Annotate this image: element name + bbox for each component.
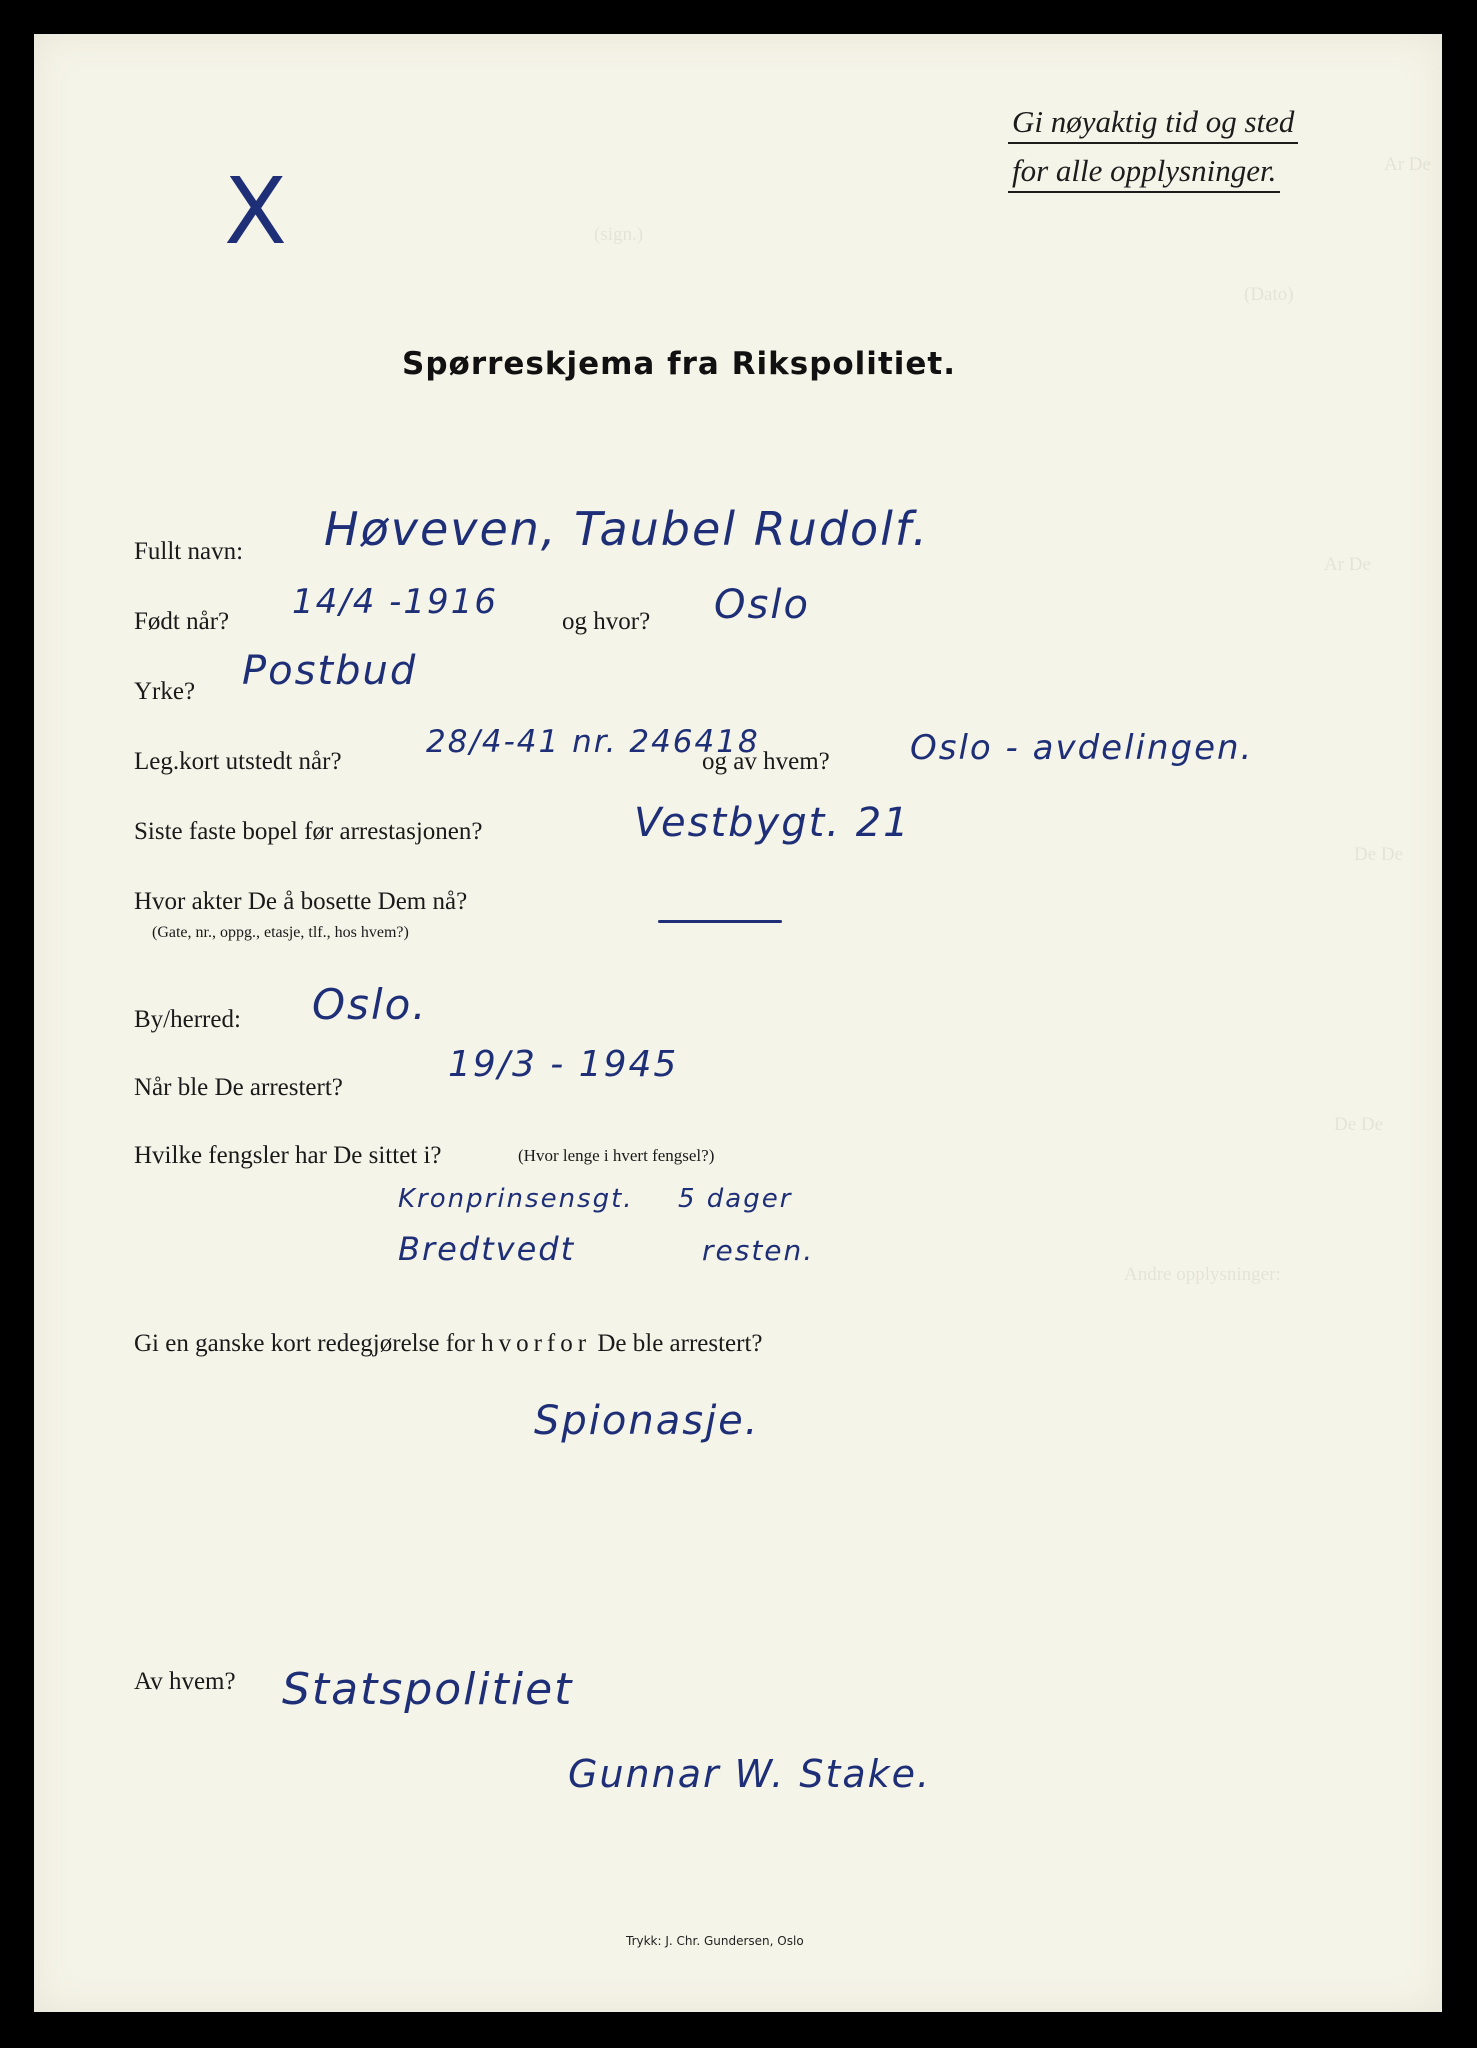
new-residence-sublabel: (Gate, nr., oppg., etasje, tlf., hos hvem?) xyxy=(152,924,409,941)
full-name-label: Fullt navn: xyxy=(134,538,244,565)
birth-date-value: 14/4 -1916 xyxy=(292,582,498,622)
arrest-date-value: 19/3 - 1945 xyxy=(448,1044,679,1085)
birth-date-label: Født når? xyxy=(134,608,230,635)
last-address-value: Vestbygt. 21 xyxy=(634,800,911,846)
full-name-value: Høveven, Taubel Rudolf. xyxy=(324,502,929,556)
arrested-by-value: Statspolitiet xyxy=(282,1664,574,1715)
id-card-issuer-value: Oslo - avdelingen. xyxy=(910,728,1254,768)
id-card-issued-value: 28/4-41 nr. 246418 xyxy=(426,724,760,760)
occupation-value: Postbud xyxy=(242,648,418,694)
prison-duration: resten. xyxy=(702,1234,815,1267)
form-title: Spørreskjema fra Rikspolitiet. xyxy=(402,346,957,382)
new-residence-blank-dash xyxy=(658,920,782,923)
prisons-label: Hvilke fengsler har De sittet i? xyxy=(134,1142,442,1169)
birth-place-label: og hvor? xyxy=(562,608,651,635)
prisons-sublabel: (Hvor lenge i hvert fengsel?) xyxy=(518,1146,715,1165)
arrest-reason-label-start: Gi en ganske kort redegjørelse for xyxy=(134,1330,475,1357)
prison-place: Kronprinsensgt. xyxy=(398,1184,634,1214)
municipality-label: By/herred: xyxy=(134,1006,241,1033)
id-card-issuer-label: og av hvem? xyxy=(702,748,830,775)
last-address-label: Siste faste bopel før arrestasjonen? xyxy=(134,818,483,845)
arrest-date-label: Når ble De arrestert? xyxy=(134,1074,343,1101)
arrest-reason-value: Spionasje. xyxy=(534,1398,760,1444)
occupation-label: Yrke? xyxy=(134,678,196,705)
instruction-line-2: for alle opplysninger. xyxy=(1012,153,1276,189)
arrest-reason-label-spaced: hvorfor xyxy=(481,1330,592,1357)
instruction-line-1: Gi nøyaktig tid og sted xyxy=(1012,104,1294,140)
handwritten-corner-mark: X xyxy=(224,158,290,265)
arrest-reason-label-end: De ble arrestert? xyxy=(597,1330,763,1357)
municipality-value: Oslo. xyxy=(312,980,428,1029)
prison-place: Bredtvedt xyxy=(398,1230,576,1268)
new-residence-label: Hvor akter De å bosette Dem nå? xyxy=(134,888,468,915)
arrest-reason-label xyxy=(134,1330,763,1358)
printer-imprint: Trykk: J. Chr. Gundersen, Oslo xyxy=(626,1934,804,1948)
form-sheet: Ar De (sign.) (Dato) Ar De De De De De Andre opplysninger: Gi nøyaktig tid og sted for alle opplysninger. X Spørreskjema fra Rikspolitiet. Fullt navn: Høveven, Taubel Rudolf. Født når? 14/4 -1916 og hvor? Oslo Yrke? Postbud Leg.kort utstedt når? 28/4-41 nr. 246418 og av hvem? Oslo - avdelingen. Siste faste bopel før arrestasjonen? Vestbygt. 21 Hvor akter De å bosette Dem nå? (Gate, nr., oppg., etasje, tlf., hos hvem?) By/herred: Oslo. Når ble De arrestert? 19/3 - 1945 Hvilke fengsler har De sittet i? (Hvor lenge i hvert fengsel?) Kronprinsensgt. 5 dager Bredtvedt resten. Gi en ganske kort redegjørelse for hvorfor De ble arrestert? Spionasje. Av hvem? Statspolitiet Gunnar W. Stake. Trykk: J. Chr. Gundersen, Oslo xyxy=(34,34,1442,2012)
signature: Gunnar W. Stake. xyxy=(568,1752,932,1796)
id-card-issued-label: Leg.kort utstedt når? xyxy=(134,748,342,775)
prison-duration: 5 dager xyxy=(678,1184,793,1214)
birth-place-value: Oslo xyxy=(714,582,810,628)
arrested-by-label: Av hvem? xyxy=(134,1668,236,1695)
